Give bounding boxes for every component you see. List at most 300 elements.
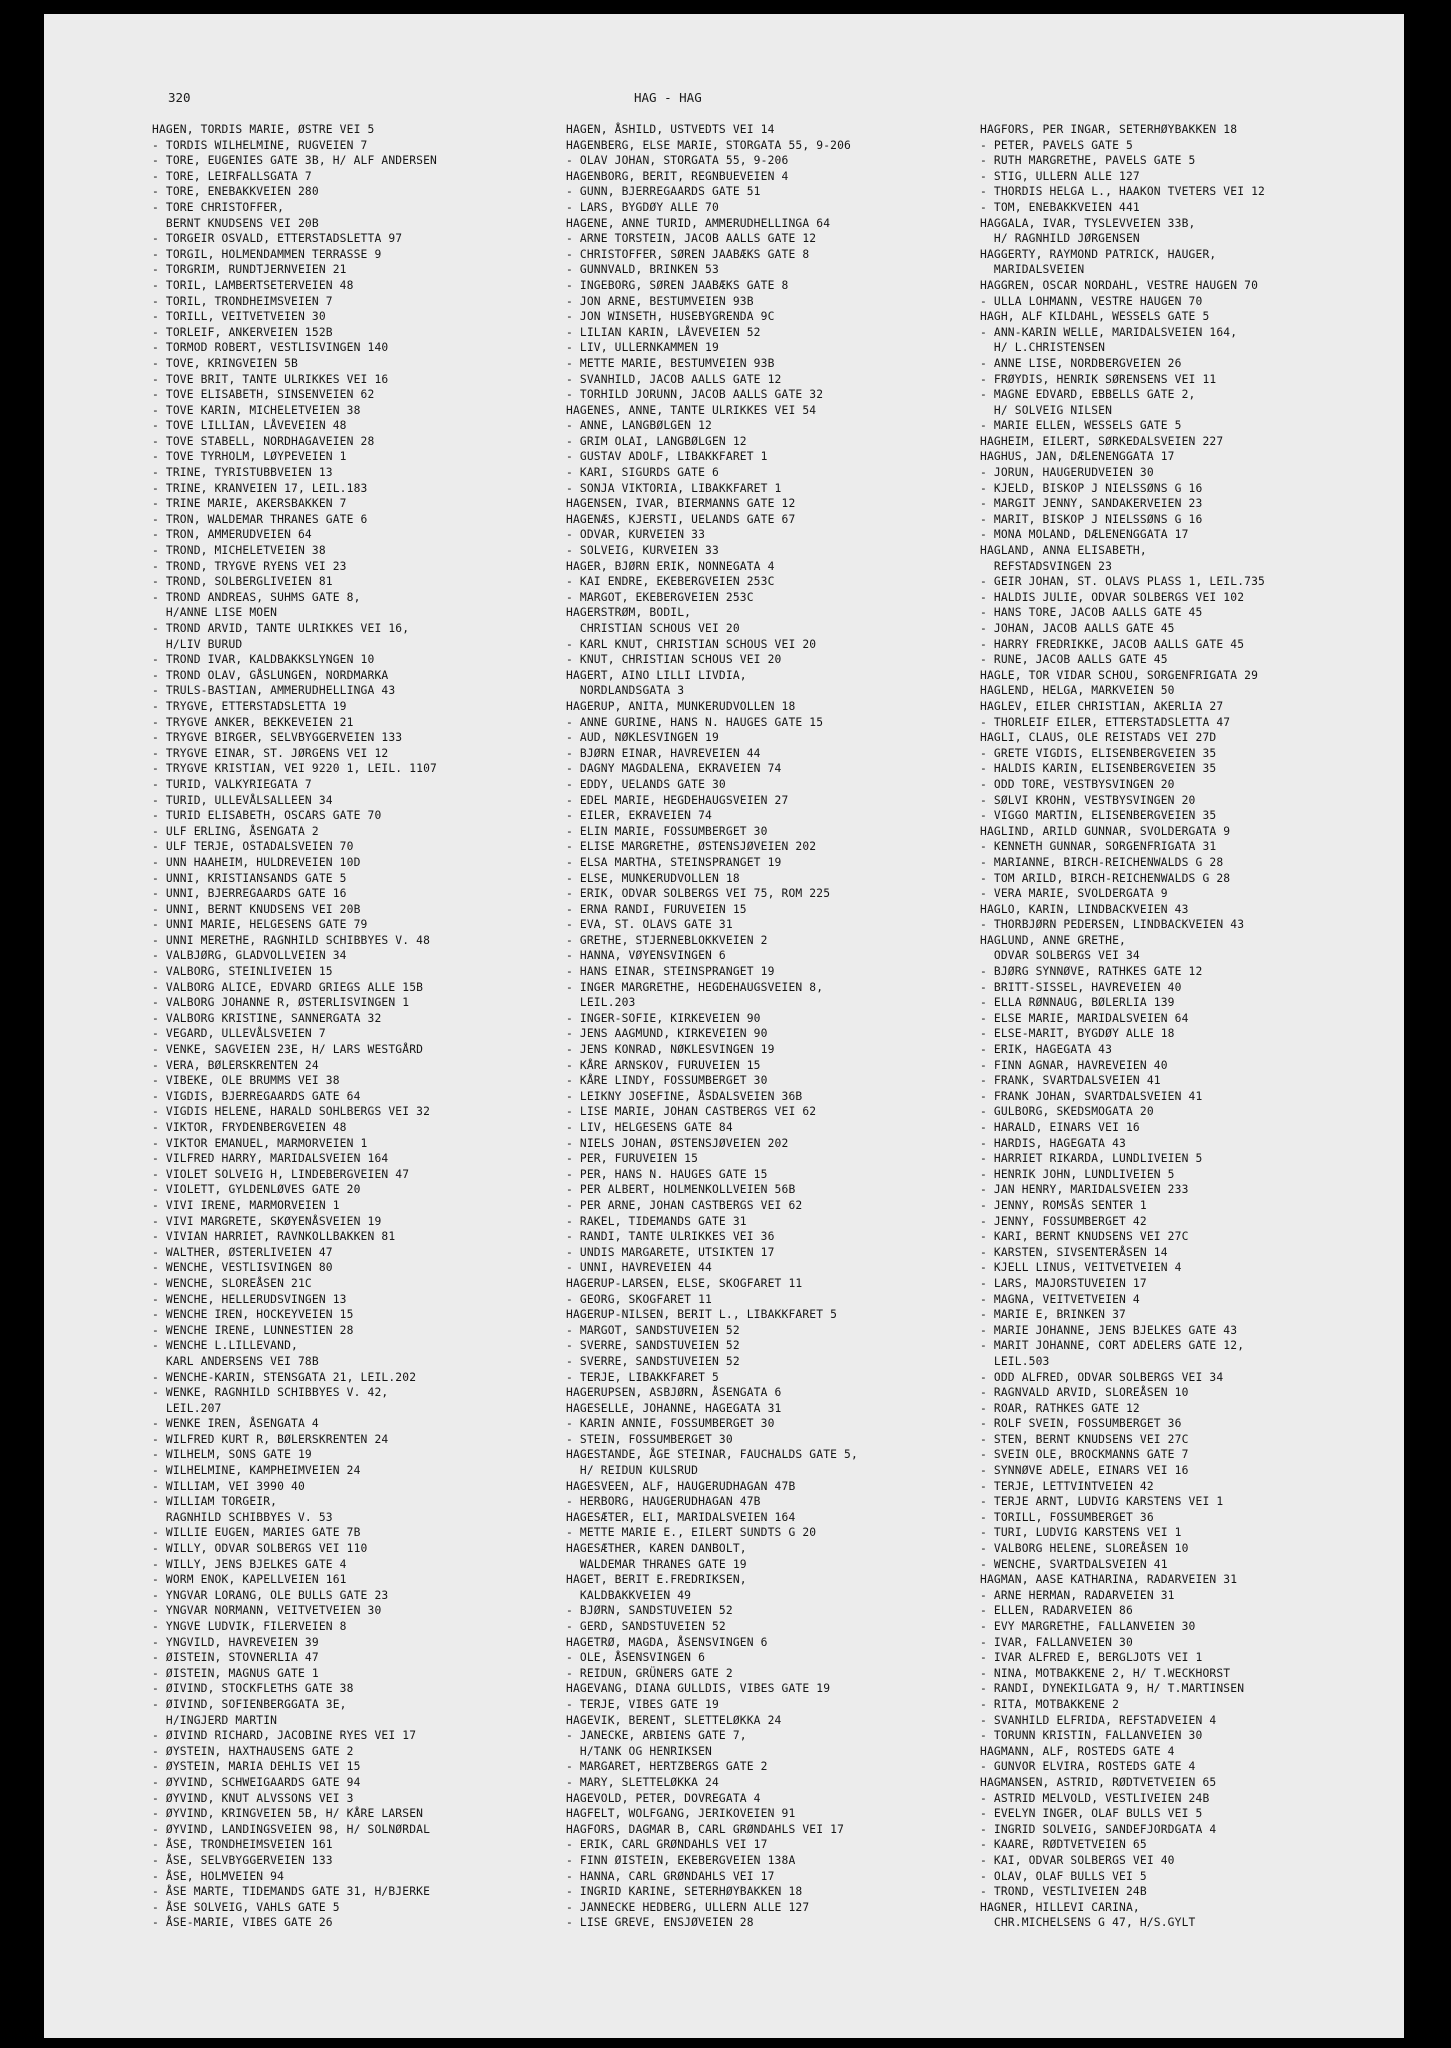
listing-line: HAGMAN, AASE KATHARINA, RADARVEIEN 31 — [980, 1573, 1238, 1587]
listing-line: - SØLVI KROHN, VESTBYSVINGEN 20 — [980, 793, 1196, 807]
listing-line: - FINN AGNAR, HAVREVEIEN 40 — [980, 1058, 1168, 1072]
listing-line: HAGEN, TORDIS MARIE, ØSTRE VEI 5 — [152, 123, 375, 136]
listing-line: - TRYGVE KRISTIAN, VEI 9220 1, LEIL. 1107 — [152, 762, 438, 776]
listing-line: HAGHUS, JAN, DÆLENENGGATA 17 — [980, 450, 1175, 464]
listing-line: - PER ALBERT, HOLMENKOLLVEIEN 56B — [566, 1183, 796, 1197]
listing-line: - FINN ØISTEIN, EKEBERGVEIEN 138A — [566, 1853, 796, 1867]
listing-line: - YNGVE LUDVIK, FILERVEIEN 8 — [152, 1620, 347, 1633]
listing-line: - TROND ARVID, TANTE ULRIKKES VEI 16, — [152, 622, 410, 635]
listing-line: - HARRY FREDRIKKE, JACOB AALLS GATE 45 — [980, 637, 1245, 651]
listing-line: HAGEVANG, DIANA GULLDIS, VIBES GATE 19 — [566, 1682, 831, 1696]
listing-line: - WILLIE EUGEN, MARIES GATE 7B — [152, 1526, 361, 1540]
listing-line: - ÅSE, SELVBYGGERVEIEN 133 — [152, 1853, 333, 1867]
listing-line: - FRØYDIS, HENRIK SØRENSENS VEI 11 — [980, 372, 1217, 386]
listing-line: - CHRISTOFFER, SØREN JAABÆKS GATE 8 — [566, 247, 810, 261]
listing-line: - TERJE ARNT, LUDVIG KARSTENS VEI 1 — [980, 1495, 1224, 1509]
running-head: HAG - HAG — [634, 90, 702, 105]
listing-line: - SOLVEIG, KURVEIEN 33 — [566, 544, 719, 558]
listing-line: - LIV, ULLERNKAMMEN 19 — [566, 341, 719, 355]
listing-line: - ANNE LISE, NORDBERGVEIEN 26 — [980, 356, 1182, 370]
listing-line: - IVAR ALFRED E, BERGLJOTS VEI 1 — [980, 1651, 1203, 1665]
listing-line: - HENRIK JOHN, LUNDLIVEIEN 5 — [980, 1167, 1175, 1181]
listing-line: HAGEN, ÅSHILD, USTVEDTS VEI 14 — [566, 123, 775, 136]
listing-line: - GUNVOR ELVIRA, ROSTEDS GATE 4 — [980, 1760, 1196, 1774]
listing-line: - ØISTEIN, STOVNERLIA 47 — [152, 1651, 319, 1665]
listing-line: - VERA, BØLERSKRENTEN 24 — [152, 1058, 319, 1072]
listing-line: - LARS, MAJORSTUVEIEN 17 — [980, 1276, 1147, 1290]
listing-line: - WILLY, ODVAR SOLBERGS VEI 110 — [152, 1542, 368, 1556]
listing-line: - ASTRID MELVOLD, VESTLIVEIEN 24B — [980, 1791, 1210, 1805]
listing-line: - TURID, ULLEVÅLSALLEEN 34 — [152, 793, 333, 807]
listing-line: - BRITT-SISSEL, HAVREVEIEN 40 — [980, 980, 1182, 994]
listing-line: - UNNI, KRISTIANSANDS GATE 5 — [152, 871, 347, 885]
listing-line: - ØYVIND, LANDINGSVEIEN 98, H/ SOLNØRDAL — [152, 1822, 431, 1836]
listing-column-3 — [980, 122, 1400, 1931]
listing-line: - TRON, AMMERUDVEIEN 64 — [152, 528, 312, 542]
listing-column-2 — [566, 122, 986, 1931]
listing-line: - EVY MARGRETHE, FALLANVEIEN 30 — [980, 1620, 1196, 1633]
listing-line: CHR.MICHELSENS G 47, H/S.GYLT — [980, 1916, 1196, 1930]
listing-line: - KARSTEN, SIVSENTERÅSEN 14 — [980, 1245, 1168, 1259]
listing-line: - VALBORG ALICE, EDVARD GRIEGS ALLE 15B — [152, 980, 424, 994]
listing-line: HAGEVOLD, PETER, DOVREGATA 4 — [566, 1791, 761, 1805]
listing-line: - TOVE TYRHOLM, LØYPEVEIEN 1 — [152, 450, 347, 464]
listing-line: - HANNA, VØYENSVINGEN 6 — [566, 949, 726, 963]
listing-line: - ØYSTEIN, MARIA DEHLIS VEI 15 — [152, 1760, 361, 1774]
listing-line: - KAARE, RØDTVETVEIEN 65 — [980, 1838, 1147, 1852]
listing-line: - VIGGO MARTIN, ELISENBERGVEIEN 35 — [980, 809, 1217, 823]
listing-line: - KJELD, BISKOP J NIELSSØNS G 16 — [980, 481, 1203, 495]
listing-line: - THORLEIF EILER, ETTERSTADSLETTA 47 — [980, 715, 1231, 729]
listing-line: HAGLO, KARIN, LINDBACKVEIEN 43 — [980, 902, 1189, 916]
listing-line: - TERJE, LIBAKKFARET 5 — [566, 1370, 719, 1384]
listing-line: - VILFRED HARRY, MARIDALSVEIEN 164 — [152, 1152, 389, 1166]
listing-line: - GUNN, BJERREGAARDS GATE 51 — [566, 185, 761, 199]
listing-line: - EILER, EKRAVEIEN 74 — [566, 809, 712, 823]
listing-line: HAGERUP-NILSEN, BERIT L., LIBAKKFARET 5 — [566, 1308, 838, 1322]
listing-line: - RUNE, JACOB AALLS GATE 45 — [980, 653, 1168, 667]
listing-line: - ÅSE, HOLMVEIEN 94 — [152, 1869, 285, 1883]
listing-line: - TROND, VESTLIVEIEN 24B — [980, 1885, 1147, 1899]
listing-line: RAGNHILD SCHIBBYES V. 53 — [152, 1510, 333, 1524]
listing-line: - JENNY, ROMSÅS SENTER 1 — [980, 1198, 1147, 1212]
listing-line: - TOM ARILD, BIRCH-REICHENWALDS G 28 — [980, 871, 1231, 885]
listing-line: HAGETRØ, MAGDA, ÅSENSVINGEN 6 — [566, 1635, 768, 1649]
listing-line: - INGEBORG, SØREN JAABÆKS GATE 8 — [566, 278, 789, 292]
listing-line: - TROND, TRYGVE RYENS VEI 23 — [152, 559, 347, 573]
listing-line: - TROND OLAV, GÅSLUNGEN, NORDMARKA — [152, 668, 389, 682]
listing-line: HAGESÆTHER, KAREN DANBOLT, — [566, 1542, 747, 1556]
listing-line: - GULBORG, SKEDSMOGATA 20 — [980, 1105, 1154, 1119]
listing-line: - PER, HANS N. HAUGES GATE 15 — [566, 1167, 768, 1181]
page-number: 320 — [168, 90, 191, 105]
listing-line: - RAKEL, TIDEMANDS GATE 31 — [566, 1214, 747, 1228]
listing-line: - TURID, VALKYRIEGATA 7 — [152, 777, 312, 791]
listing-line: - KARI, BERNT KNUDSENS VEI 27C — [980, 1230, 1189, 1244]
listing-line: - YNGVAR NORMANN, VEITVETVEIEN 30 — [152, 1604, 382, 1618]
page-header — [44, 90, 1404, 110]
listing-line: - SYNNØVE ADELE, EINARS VEI 16 — [980, 1464, 1189, 1478]
listing-line: - TRYGVE ANKER, BEKKEVEIEN 21 — [152, 715, 354, 729]
listing-line: - TORMOD ROBERT, VESTLISVINGEN 140 — [152, 341, 389, 355]
listing-line: - JORUN, HAUGERUDVEIEN 30 — [980, 466, 1154, 480]
listing-line: NORDLANDSGATA 3 — [566, 684, 685, 698]
listing-line: - EVELYN INGER, OLAF BULLS VEI 5 — [980, 1807, 1203, 1821]
listing-line: - MARIANNE, BIRCH-REICHENWALDS G 28 — [980, 855, 1224, 869]
listing-line: - STEN, BERNT KNUDSENS VEI 27C — [980, 1432, 1189, 1446]
listing-line: - VALBORG HELENE, SLOREÅSEN 10 — [980, 1542, 1189, 1556]
listing-line: - TROND, SOLBERGLIVEIEN 81 — [152, 575, 333, 589]
listing-line: - ARNE HERMAN, RADARVEIEN 31 — [980, 1588, 1175, 1602]
listing-line: - WENKE IREN, ÅSENGATA 4 — [152, 1417, 319, 1431]
listing-line: HAGER, BJØRN ERIK, NONNEGATA 4 — [566, 559, 775, 573]
listing-line: - NIELS JOHAN, ØSTENSJØVEIEN 202 — [566, 1136, 789, 1150]
listing-line: - ELSA MARTHA, STEINSPRANGET 19 — [566, 855, 782, 869]
listing-line: - YNGVILD, HAVREVEIEN 39 — [152, 1635, 319, 1649]
listing-line: - FRANK JOHAN, SVARTDALSVEIEN 41 — [980, 1089, 1203, 1103]
listing-line: - JON WINSETH, HUSEBYGRENDA 9C — [566, 310, 775, 324]
listing-line: - ERIK, CARL GRØNDAHLS VEI 17 — [566, 1838, 768, 1852]
listing-line: HAGET, BERIT E.FREDRIKSEN, — [566, 1573, 747, 1587]
listing-line: - ØIVIND, SOFIENBERGGATA 3E, — [152, 1697, 347, 1711]
listing-line: HAGLUND, ANNE GRETHE, — [980, 933, 1126, 947]
listing-line: REFSTADSVINGEN 23 — [980, 559, 1113, 573]
listing-line: - HANNA, CARL GRØNDAHLS VEI 17 — [566, 1869, 775, 1883]
listing-line: - PETER, PAVELS GATE 5 — [980, 138, 1133, 152]
listing-line: - ANNE, LANGBØLGEN 12 — [566, 419, 712, 433]
listing-line: - OLAV JOHAN, STORGATA 55, 9-206 — [566, 154, 789, 168]
directory-page — [44, 14, 1404, 2038]
listing-line: - TORDIS WILHELMINE, RUGVEIEN 7 — [152, 138, 368, 152]
listing-line: - HARALD, EINARS VEI 16 — [980, 1121, 1140, 1134]
listing-line: - JANECKE, ARBIENS GATE 7, — [566, 1729, 747, 1743]
listing-line: HAGLI, CLAUS, OLE REISTADS VEI 27D — [980, 731, 1217, 745]
listing-line: HAGLE, TOR VIDAR SCHOU, SORGENFRIGATA 29 — [980, 668, 1259, 682]
listing-line: - VEGARD, ULLEVÅLSVEIEN 7 — [152, 1027, 326, 1041]
listing-line: - LARS, BYGDØY ALLE 70 — [566, 200, 719, 214]
listing-line: - VIVI MARGRETE, SKØYENÅSVEIEN 19 — [152, 1214, 382, 1228]
listing-line: - ULLA LOHMANN, VESTRE HAUGEN 70 — [980, 294, 1203, 308]
listing-line: - LIV, HELGESENS GATE 84 — [566, 1121, 733, 1134]
listing-line: - UNNI MERETHE, RAGNHILD SCHIBBYES V. 48 — [152, 933, 431, 947]
listing-line: - VIVIAN HARRIET, RAVNKOLLBAKKEN 81 — [152, 1230, 396, 1244]
listing-line: - ROAR, RATHKES GATE 12 — [980, 1401, 1140, 1415]
listing-line: - TORE CHRISTOFFER, — [152, 200, 285, 214]
listing-line: - TORE, EUGENIES GATE 3B, H/ ALF ANDERSEN — [152, 154, 438, 168]
listing-line: - TRULS-BASTIAN, AMMERUDHELLINGA 43 — [152, 684, 396, 698]
listing-line: H/ REIDUN KULSRUD — [566, 1464, 699, 1478]
listing-line: HAGGREN, OSCAR NORDAHL, VESTRE HAUGEN 70 — [980, 278, 1259, 292]
listing-line: - ÅSE, TRONDHEIMSVEIEN 161 — [152, 1838, 333, 1852]
listing-line: - JOHAN, JACOB AALLS GATE 45 — [980, 622, 1175, 635]
listing-line: - ODD TORE, VESTBYSVINGEN 20 — [980, 777, 1175, 791]
listing-line: - MARGOT, EKEBERGVEIEN 253C — [566, 590, 754, 604]
listing-line: - ANNE GURINE, HANS N. HAUGES GATE 15 — [566, 715, 824, 729]
listing-line: - JENS KONRAD, NØKLESVINGEN 19 — [566, 1043, 775, 1057]
listing-line: - ARNE TORSTEIN, JACOB AALLS GATE 12 — [566, 232, 817, 246]
listing-line: - ELISE MARGRETHE, ØSTENSJØVEIEN 202 — [566, 840, 817, 854]
listing-line: - TOVE, KRINGVEIEN 5B — [152, 356, 298, 370]
listing-line: - STEIN, FOSSUMBERGET 30 — [566, 1432, 733, 1446]
listing-line: HAGFELT, WOLFGANG, JERIKOVEIEN 91 — [566, 1807, 796, 1821]
listing-line: - MARIE E, BRINKEN 37 — [980, 1308, 1126, 1322]
listing-line: - ELSE MARIE, MARIDALSVEIEN 64 — [980, 1011, 1189, 1025]
listing-line: - METTE MARIE E., EILERT SUNDTS G 20 — [566, 1526, 817, 1540]
listing-line: HAGH, ALF KILDAHL, WESSELS GATE 5 — [980, 310, 1210, 324]
listing-line: - ELLA RØNNAUG, BØLERLIA 139 — [980, 996, 1175, 1010]
listing-line: - TORLEIF, ANKERVEIEN 152B — [152, 325, 333, 339]
listing-line: - MONA MOLAND, DÆLENENGGATA 17 — [980, 528, 1189, 542]
listing-line: - VIGDIS, BJERREGAARDS GATE 64 — [152, 1089, 361, 1103]
listing-line: - GRETE VIGDIS, ELISENBERGVEIEN 35 — [980, 746, 1217, 760]
listing-line: - TORE, ENEBAKKVEIEN 280 — [152, 185, 319, 199]
listing-line: - MARGIT JENNY, SANDAKERVEIEN 23 — [980, 497, 1203, 511]
listing-line: - KAI, ODVAR SOLBERGS VEI 40 — [980, 1853, 1175, 1867]
listing-line: - TRON, WALDEMAR THRANES GATE 6 — [152, 512, 368, 526]
listing-line: - KENNETH GUNNAR, SORGENFRIGATA 31 — [980, 840, 1217, 854]
listing-line: - EVA, ST. OLAVS GATE 31 — [566, 918, 733, 932]
listing-line: - ULF TERJE, OSTADALSVEIEN 70 — [152, 840, 354, 854]
listing-line: - SVEIN OLE, BROCKMANNS GATE 7 — [980, 1448, 1189, 1462]
listing-line: - KÅRE ARNSKOV, FURUVEIEN 15 — [566, 1058, 761, 1072]
listing-line: - ELLEN, RADARVEIEN 86 — [980, 1604, 1133, 1618]
listing-line: - TRINE MARIE, AKERSBAKKEN 7 — [152, 497, 347, 511]
listing-line: - TORILL, VEITVETVEIEN 30 — [152, 310, 326, 324]
listing-line: - TOVE LILLIAN, LÅVEVEIEN 48 — [152, 419, 347, 433]
listing-line: HAGENBERG, ELSE MARIE, STORGATA 55, 9-206 — [566, 138, 852, 152]
listing-line: H/INGJERD MARTIN — [152, 1713, 278, 1727]
listing-line: - GEIR JOHAN, ST. OLAVS PLASS 1, LEIL.735 — [980, 575, 1266, 589]
listing-line: - RUTH MARGRETHE, PAVELS GATE 5 — [980, 154, 1196, 168]
listing-line: - ÅSE-MARIE, VIBES GATE 26 — [152, 1916, 333, 1930]
listing-line: - ROLF SVEIN, FOSSUMBERGET 36 — [980, 1417, 1182, 1431]
listing-line: - SONJA VIKTORIA, LIBAKKFARET 1 — [566, 481, 782, 495]
listing-line: - VIOLET SOLVEIG H, LINDEBERGVEIEN 47 — [152, 1167, 410, 1181]
listing-line: - IVAR, FALLANVEIEN 30 — [980, 1635, 1133, 1649]
listing-line: - UNDIS MARGARETE, UTSIKTEN 17 — [566, 1245, 775, 1259]
listing-line: HAGMANSEN, ASTRID, RØDTVETVEIEN 65 — [980, 1775, 1217, 1789]
listing-line: - EDEL MARIE, HEGDEHAUGSVEIEN 27 — [566, 793, 789, 807]
listing-line: - INGER-SOFIE, KIRKEVEIEN 90 — [566, 1011, 761, 1025]
listing-line: - SVERRE, SANDSTUVEIEN 52 — [566, 1339, 740, 1353]
listing-line: - TOVE KARIN, MICHELETVEIEN 38 — [152, 403, 361, 417]
listing-line: - ERNA RANDI, FURUVEIEN 15 — [566, 902, 747, 916]
listing-line: KALDBAKKVEIEN 49 — [566, 1588, 692, 1602]
listing-line: - ELIN MARIE, FOSSUMBERGET 30 — [566, 824, 768, 838]
listing-line: - TOVE STABELL, NORDHAGAVEIEN 28 — [152, 434, 375, 448]
listing-line: - THORDIS HELGA L., HAAKON TVETERS VEI 12 — [980, 185, 1266, 199]
listing-line: - FRANK, SVARTDALSVEIEN 41 — [980, 1074, 1161, 1088]
listing-line: - METTE MARIE, BESTUMVEIEN 93B — [566, 356, 775, 370]
listing-line: - PER, FURUVEIEN 15 — [566, 1152, 699, 1166]
listing-line: - MARGARET, HERTZBERGS GATE 2 — [566, 1760, 768, 1774]
listing-line: HAGERUP, ANITA, MUNKERUDVOLLEN 18 — [566, 699, 796, 713]
listing-line: - TRYGVE, ETTERSTADSLETTA 19 — [152, 699, 347, 713]
listing-line: - VIBEKE, OLE BRUMMS VEI 38 — [152, 1074, 340, 1088]
listing-line: - MARIE JOHANNE, JENS BJELKES GATE 43 — [980, 1323, 1238, 1337]
listing-line: - TORGEIR OSVALD, ETTERSTADSLETTA 97 — [152, 232, 403, 246]
listing-line: - DAGNY MAGDALENA, EKRAVEIEN 74 — [566, 762, 782, 776]
listing-line: - GERD, SANDSTUVEIEN 52 — [566, 1620, 726, 1633]
listing-line: - BJØRN, SANDSTUVEIEN 52 — [566, 1604, 733, 1618]
listing-line: - TOVE BRIT, TANTE ULRIKKES VEI 16 — [152, 372, 389, 386]
listing-line: - WENCHE, SVARTDALSVEIEN 41 — [980, 1557, 1168, 1571]
listing-line: - GRIM OLAI, LANGBØLGEN 12 — [566, 434, 747, 448]
listing-line: - TOVE ELISABETH, SINSENVEIEN 62 — [152, 388, 375, 402]
listing-line: - WALTHER, ØSTERLIVEIEN 47 — [152, 1245, 333, 1259]
listing-line: - BJØRG SYNNØVE, RATHKES GATE 12 — [980, 965, 1203, 979]
listing-line: - LILIAN KARIN, LÅVEVEIEN 52 — [566, 325, 761, 339]
listing-line: H/ANNE LISE MOEN — [152, 606, 278, 620]
listing-line: - VIKTOR EMANUEL, MARMORVEIEN 1 — [152, 1136, 368, 1150]
listing-line: HAGGALA, IVAR, TYSLEVVEIEN 33B, — [980, 216, 1196, 230]
listing-line: - INGRID SOLVEIG, SANDEFJORDGATA 4 — [980, 1822, 1217, 1836]
listing-line: - TURID ELISABETH, OSCARS GATE 70 — [152, 809, 382, 823]
listing-line: - TRINE, TYRISTUBBVEIEN 13 — [152, 466, 333, 480]
listing-line: KARL ANDERSENS VEI 78B — [152, 1354, 319, 1368]
listing-line: - MARIT JOHANNE, CORT ADELERS GATE 12, — [980, 1339, 1245, 1353]
listing-line: - TROND IVAR, KALDBAKKSLYNGEN 10 — [152, 653, 375, 667]
listing-line: - ELSE-MARIT, BYGDØY ALLE 18 — [980, 1027, 1175, 1041]
listing-line: - MARIT, BISKOP J NIELSSØNS G 16 — [980, 512, 1203, 526]
listing-line: - VIGDIS HELENE, HARALD SOHLBERGS VEI 32 — [152, 1105, 431, 1119]
listing-line: - UNNI, BERNT KNUDSENS VEI 20B — [152, 902, 361, 916]
listing-line: - WENKE, RAGNHILD SCHIBBYES V. 42, — [152, 1386, 389, 1400]
listing-line: HAGENSEN, IVAR, BIERMANNS GATE 12 — [566, 497, 796, 511]
listing-line: - TERJE, LETTVINTVEIEN 42 — [980, 1479, 1154, 1493]
listing-line: HAGFORS, PER INGAR, SETERHØYBAKKEN 18 — [980, 123, 1238, 136]
listing-line: HAGHEIM, EILERT, SØRKEDALSVEIEN 227 — [980, 434, 1224, 448]
listing-line: - ÅSE SOLVEIG, VAHLS GATE 5 — [152, 1900, 340, 1914]
listing-line: - LISE GREVE, ENSJØVEIEN 28 — [566, 1916, 754, 1930]
listing-line: - WORM ENOK, KAPELLVEIEN 161 — [152, 1573, 347, 1587]
listing-line: - VERA MARIE, SVOLDERGATA 9 — [980, 887, 1168, 901]
listing-line: HAGENES, ANNE, TANTE ULRIKKES VEI 54 — [566, 403, 817, 417]
listing-line: HAGEVIK, BERENT, SLETTELØKKA 24 — [566, 1713, 782, 1727]
listing-line: - VIOLETT, GYLDENLØVES GATE 20 — [152, 1183, 361, 1197]
listing-line: HAGLAND, ANNA ELISABETH, — [980, 544, 1147, 558]
listing-line: HAGLEV, EILER CHRISTIAN, AKERLIA 27 — [980, 699, 1224, 713]
listing-line: HAGESVEEN, ALF, HAUGERUDHAGAN 47B — [566, 1479, 796, 1493]
listing-column-1 — [152, 122, 572, 1931]
listing-line: - RAGNVALD ARVID, SLOREÅSEN 10 — [980, 1386, 1189, 1400]
listing-line: - ØIVIND RICHARD, JACOBINE RYES VEI 17 — [152, 1729, 417, 1743]
listing-line: - WENCHE-KARIN, STENSGATA 21, LEIL.202 — [152, 1370, 417, 1384]
listing-line: - JANNECKE HEDBERG, ULLERN ALLE 127 — [566, 1900, 810, 1914]
listing-line: - KNUT, CHRISTIAN SCHOUS VEI 20 — [566, 653, 782, 667]
listing-line: - UNNI, BJERREGAARDS GATE 16 — [152, 887, 347, 901]
listing-line: - SVERRE, SANDSTUVEIEN 52 — [566, 1354, 740, 1368]
listing-line: - TERJE, VIBES GATE 19 — [566, 1697, 719, 1711]
listing-line: - THORBJØRN PEDERSEN, LINDBACKVEIEN 43 — [980, 918, 1245, 932]
listing-line: - REIDUN, GRÜNERS GATE 2 — [566, 1666, 733, 1680]
listing-line: - OLAV, OLAF BULLS VEI 5 — [980, 1869, 1147, 1883]
listing-line: - MARGOT, SANDSTUVEIEN 52 — [566, 1323, 740, 1337]
listing-line: - NINA, MOTBAKKENE 2, H/ T.WECKHORST — [980, 1666, 1231, 1680]
listing-line: LEIL.203 — [566, 996, 636, 1010]
listing-line: HAGESTANDE, ÅGE STEINAR, FAUCHALDS GATE 5, — [566, 1448, 858, 1462]
listing-line: HAGLIND, ARILD GUNNAR, SVOLDERGATA 9 — [980, 824, 1231, 838]
listing-line: - VALBJØRG, GLADVOLLVEIEN 34 — [152, 949, 347, 963]
listing-line: - ØYVIND, KRINGVEIEN 5B, H/ KÅRE LARSEN — [152, 1807, 424, 1821]
listing-line: CHRISTIAN SCHOUS VEI 20 — [566, 622, 740, 635]
listing-line: - ERIK, HAGEGATA 43 — [980, 1043, 1113, 1057]
listing-line: - WILHELM, SONS GATE 19 — [152, 1448, 312, 1462]
listing-line: LEIL.207 — [152, 1401, 222, 1415]
listing-line: - JON ARNE, BESTUMVEIEN 93B — [566, 294, 754, 308]
listing-line: - KARIN ANNIE, FOSSUMBERGET 30 — [566, 1417, 775, 1431]
listing-line: - LEIKNY JOSEFINE, ÅSDALSVEIEN 36B — [566, 1089, 803, 1103]
listing-line: H/ RAGNHILD JØRGENSEN — [980, 232, 1140, 246]
listing-line: - VENKE, SAGVEIEN 23E, H/ LARS WESTGÅRD — [152, 1043, 424, 1057]
listing-line: HAGESÆTER, ELI, MARIDALSVEIEN 164 — [566, 1510, 796, 1524]
listing-line: - LISE MARIE, JOHAN CASTBERGS VEI 62 — [566, 1105, 817, 1119]
listing-line: - WILLIAM TORGEIR, — [152, 1495, 278, 1509]
listing-line: - WENCHE L.LILLEVAND, — [152, 1339, 298, 1353]
listing-line: HAGERT, AINO LILLI LIVDIA, — [566, 668, 747, 682]
listing-line: HAGENE, ANNE TURID, AMMERUDHELLINGA 64 — [566, 216, 831, 230]
listing-line: - RITA, MOTBAKKENE 2 — [980, 1697, 1120, 1711]
listing-line: - KJELL LINUS, VEITVETVEIEN 4 — [980, 1261, 1182, 1275]
listing-line: - VALBORG, STEINLIVEIEN 15 — [152, 965, 333, 979]
listing-line: - ØIVIND, STOCKFLETHS GATE 38 — [152, 1682, 354, 1696]
listing-line: - HALDIS KARIN, ELISENBERGVEIEN 35 — [980, 762, 1217, 776]
listing-line: - WILHELMINE, KAMPHEIMVEIEN 24 — [152, 1464, 361, 1478]
listing-line: - KARL KNUT, CHRISTIAN SCHOUS VEI 20 — [566, 637, 817, 651]
listing-line: HAGGERTY, RAYMOND PATRICK, HAUGER, — [980, 247, 1217, 261]
listing-line: - SVANHILD, JACOB AALLS GATE 12 — [566, 372, 782, 386]
listing-line: HAGENBORG, BERIT, REGNBUEVEIEN 4 — [566, 169, 789, 183]
listing-line: - ØYVIND, KNUT ALVSSONS VEI 3 — [152, 1791, 354, 1805]
listing-line: - UNN HAAHEIM, HULDREVEIEN 10D — [152, 855, 361, 869]
listing-line: HAGERSTRØM, BODIL, — [566, 606, 692, 620]
listing-line: HAGERUPSEN, ASBJØRN, ÅSENGATA 6 — [566, 1386, 782, 1400]
listing-line: - HARDIS, HAGEGATA 43 — [980, 1136, 1126, 1150]
listing-line: - TRYGVE BIRGER, SELVBYGGERVEIEN 133 — [152, 731, 403, 745]
listing-line: - JAN HENRY, MARIDALSVEIEN 233 — [980, 1183, 1189, 1197]
listing-line: - WENCHE IREN, HOCKEYVEIEN 15 — [152, 1308, 354, 1322]
listing-line: - VALBORG JOHANNE R, ØSTERLISVINGEN 1 — [152, 996, 410, 1010]
listing-line: - TRYGVE EINAR, ST. JØRGENS VEI 12 — [152, 746, 389, 760]
listing-line: - RANDI, TANTE ULRIKKES VEI 36 — [566, 1230, 775, 1244]
listing-line: - RANDI, DYNEKILGATA 9, H/ T.MARTINSEN — [980, 1682, 1245, 1696]
listing-line: - KÅRE LINDY, FOSSUMBERGET 30 — [566, 1074, 768, 1088]
listing-line: - TORGIL, HOLMENDAMMEN TERRASSE 9 — [152, 247, 382, 261]
listing-line: - STIG, ULLERN ALLE 127 — [980, 169, 1140, 183]
listing-line: - YNGVAR LORANG, OLE BULLS GATE 23 — [152, 1588, 389, 1602]
listing-line: - ELSE, MUNKERUDVOLLEN 18 — [566, 871, 740, 885]
listing-line: - WILLY, JENS BJELKES GATE 4 — [152, 1557, 347, 1571]
listing-line: - KARI, SIGURDS GATE 6 — [566, 466, 719, 480]
listing-line: WALDEMAR THRANES GATE 19 — [566, 1557, 747, 1571]
listing-line: - WILLIAM, VEI 3990 40 — [152, 1479, 305, 1493]
listing-line: - ØYVIND, SCHWEIGAARDS GATE 94 — [152, 1775, 361, 1789]
listing-line: - UNNI MARIE, HELGESENS GATE 79 — [152, 918, 368, 932]
listing-line: - TORIL, TRONDHEIMSVEIEN 7 — [152, 294, 333, 308]
listing-line: - ULF ERLING, ÅSENGATA 2 — [152, 824, 319, 838]
listing-line: HAGESELLE, JOHANNE, HAGEGATA 31 — [566, 1401, 782, 1415]
listing-line: BERNT KNUDSENS VEI 20B — [152, 216, 319, 230]
listing-line: - WILFRED KURT R, BØLERSKRENTEN 24 — [152, 1432, 389, 1446]
listing-line: - VALBORG KRISTINE, SANNERGATA 32 — [152, 1011, 382, 1025]
listing-line: - TOM, ENEBAKKVEIEN 441 — [980, 200, 1140, 214]
listing-line: - WENCHE, VESTLISVINGEN 80 — [152, 1261, 333, 1275]
listing-line: - SVANHILD ELFRIDA, REFSTADVEIEN 4 — [980, 1713, 1217, 1727]
listing-line: - GRETHE, STJERNEBLOKKVEIEN 2 — [566, 933, 768, 947]
listing-line: - ÅSE MARTE, TIDEMANDS GATE 31, H/BJERKE — [152, 1885, 431, 1899]
listing-line: - HARRIET RIKARDA, LUNDLIVEIEN 5 — [980, 1152, 1203, 1166]
listing-line: HAGFORS, DAGMAR B, CARL GRØNDAHLS VEI 17 — [566, 1822, 845, 1836]
